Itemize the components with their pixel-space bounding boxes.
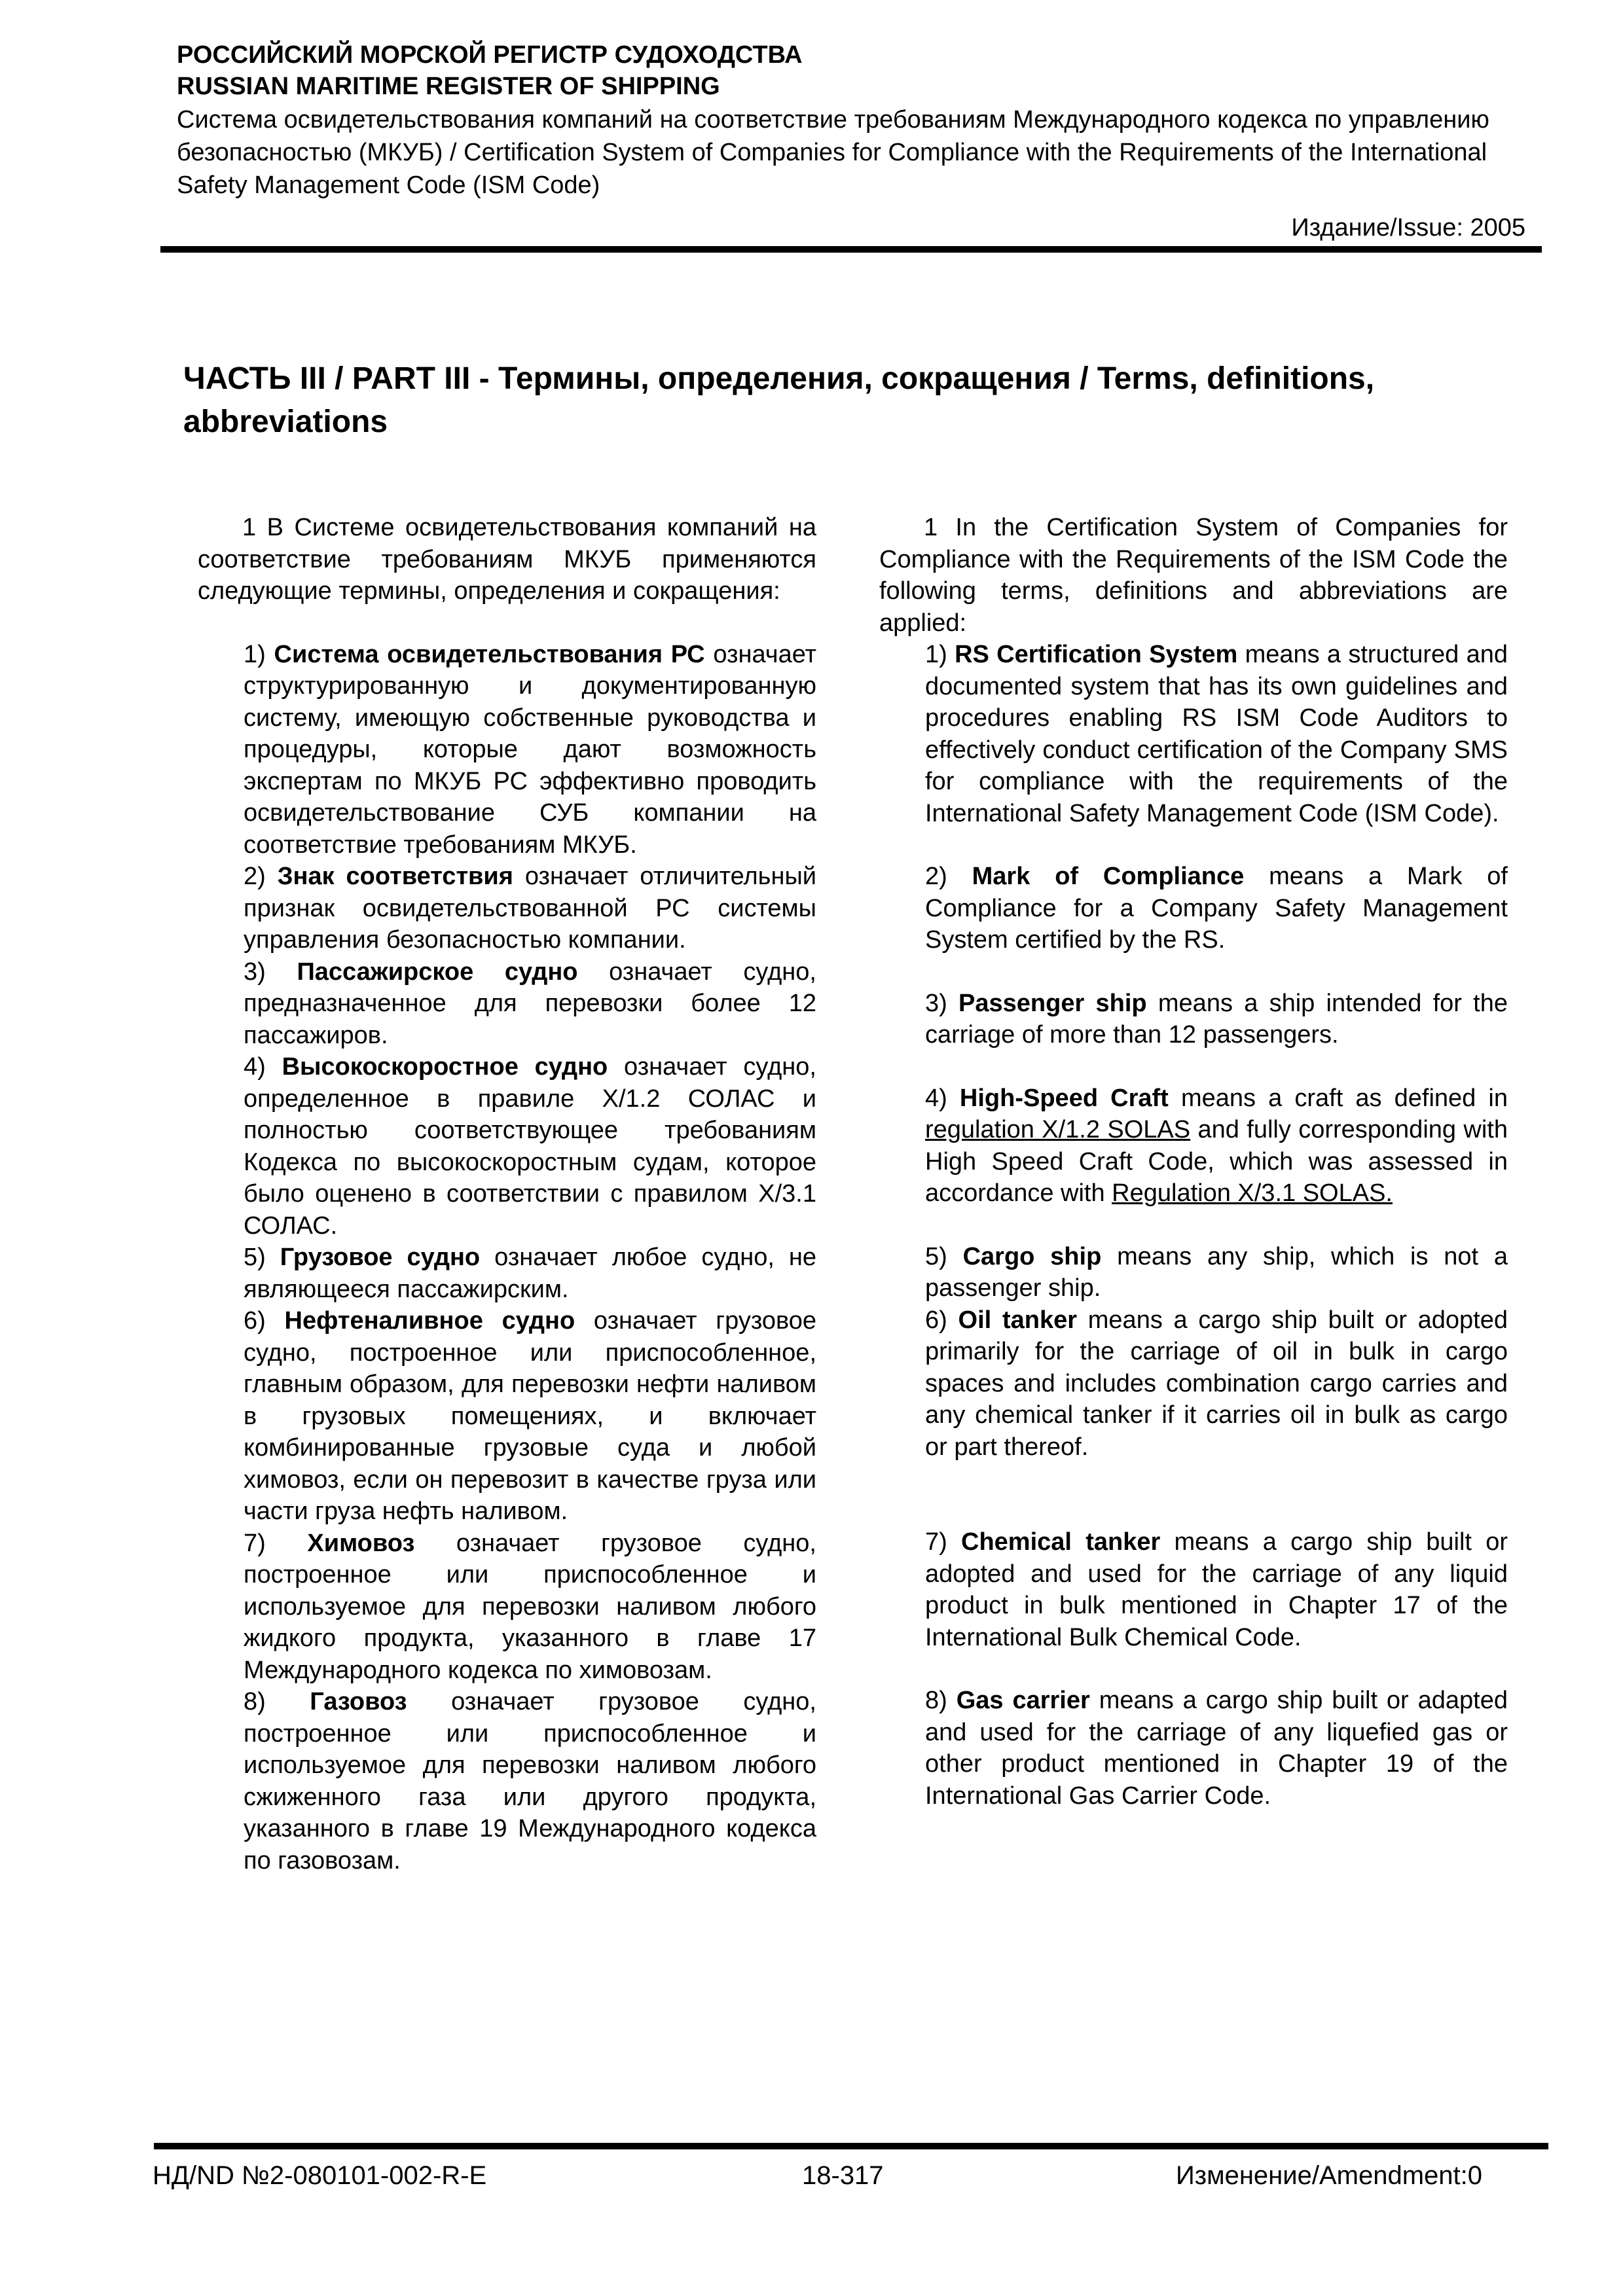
en-term-8: Gas carrier [956, 1687, 1090, 1714]
en-num-5: 5) [925, 1242, 947, 1270]
ru-term-6: Нефтеналивное судно [284, 1307, 575, 1335]
ru-term-2: Знак соответствия [277, 863, 513, 890]
ru-definition-8 [198, 1686, 816, 1876]
ru-definition-1 [198, 639, 816, 861]
ru-text-6: означает грузовое судно, построенное или приспособленное, главным образом, для перевозки нефти наливом в грузовых помещениях, и включает комбинированные грузовые суда и любой химовоз, если он перевозит в качестве груза или части груза нефть наливом. [244, 1307, 816, 1525]
english-column [879, 512, 1508, 1812]
ru-term-1: Система освидетельствования РС [274, 640, 705, 668]
ru-num-8: 8) [244, 1688, 266, 1715]
en-term-5: Cargo ship [962, 1242, 1102, 1270]
ru-term-4: Высокоскоростное судно [282, 1053, 608, 1081]
ru-text-1: означает структурированную и документированную систему, имеющую собственные руководства и процедуры, которые дают возможность экспертам по МКУБ РС эффективно проводить освидетельствование СУБ компании на соответствие требованиям МКУБ. [244, 640, 816, 859]
russian-column [198, 512, 816, 1876]
ru-num-5: 5) [244, 1244, 266, 1271]
en-definition-5 [879, 1241, 1508, 1304]
ru-num-4: 4) [244, 1053, 266, 1081]
en-definition-8 [879, 1685, 1508, 1812]
ru-text-8: означает грузовое судно, построенное или приспособленное и используемое для перевозки наливом любого сжиженного газа или другого продукта, указанного в главе 19 Международного кодекса по газовозам. [244, 1688, 816, 1874]
en-intro: 1 In the Certification System of Companies for Compliance with the Requirements of the ISM Code the following terms, definitions and abbreviations are applied: [879, 514, 1508, 637]
ru-num-1: 1) [244, 640, 266, 668]
ru-text-5: означает любое судно, не являющееся пассажирским. [244, 1244, 817, 1303]
ru-term-5: Грузовое судно [280, 1244, 481, 1271]
en-definition-4 [879, 1083, 1508, 1210]
header-system-title: Система освидетельствования компаний на соответствие требованиям Международного кодекса по управлению безопасностью (МКУБ) / Certification System of Companies for Compliance with the Requirements of the International Safety Management Code (ISM Code) [177, 106, 1489, 199]
en-num-6: 6) [925, 1306, 947, 1334]
ru-num-3: 3) [244, 958, 266, 986]
en-num-2: 2) [925, 863, 947, 890]
ru-definition-5 [198, 1242, 816, 1305]
header-rule [160, 246, 1542, 253]
page-header [177, 39, 1525, 243]
ru-term-3: Пассажирское судно [297, 958, 578, 986]
ru-text-4: означает судно, определенное в правиле X/1.2 СОЛАС и полностью соответствующее требованиям Кодекса по высокоскоростным судам, которое было оценено в соответствии с правилом X/3.1 СОЛАС. [244, 1053, 816, 1240]
en-term-1: RS Certification System [955, 641, 1238, 668]
ru-definition-6 [198, 1305, 816, 1528]
ru-text-2: означает отличительный признак освидетельствованной РС системы управления безопасностью компании. [244, 863, 816, 954]
footer-page-number: 18-317 [802, 2161, 884, 2190]
header-org-ru: РОССИЙСКИЙ МОРСКОЙ РЕГИСТР СУДОХОДСТВА [177, 41, 803, 69]
ru-definition-7 [198, 1528, 816, 1687]
ru-definition-4 [198, 1051, 816, 1242]
en-num-4: 4) [925, 1084, 947, 1112]
ru-definition-2 [198, 861, 816, 956]
en-num-8: 8) [925, 1687, 947, 1714]
header-org-en: RUSSIAN MARITIME REGISTER OF SHIPPING [177, 73, 720, 100]
en-definition-7 [879, 1526, 1508, 1653]
en-text-2: means a Mark of Compliance for a Company Safety Management System certified by the RS. [925, 863, 1508, 954]
ru-num-2: 2) [244, 863, 266, 890]
ru-definition-3 [198, 956, 816, 1052]
en-text-3: means a ship intended for the carriage of more than 12 passengers. [925, 989, 1508, 1049]
solas-x-3-1-link[interactable]: Regulation X/3.1 SOLAS. [1112, 1179, 1393, 1207]
ru-intro: 1 В Системе освидетельствования компаний на соответствие требованиям МКУБ применяются следующие термины, определения и сокращения: [198, 514, 816, 605]
en-text-8: means a cargo ship built or adapted and used for the carriage of any liquefied gas or other product mentioned in Chapter 19 of the International Gas Carrier Code. [925, 1687, 1508, 1810]
part-title: ЧАСТЬ III / PART III - Термины, определения, сокращения / Terms, definitions, abbreviations [183, 361, 1375, 439]
en-text-4a: means a craft as defined in [1180, 1084, 1508, 1112]
en-term-7: Chemical tanker [961, 1528, 1161, 1556]
header-issue: Издание/Issue: 2005 [1291, 214, 1525, 242]
en-text-5: means any ship, which is not a passenger ship. [925, 1242, 1508, 1302]
footer-rule [154, 2143, 1548, 2149]
en-definition-6 [879, 1304, 1508, 1463]
en-text-1: means a structured and documented system that has its own guidelines and procedures enabling RS ISM Code Auditors to effectively conduct certification of the Company SMS for compliance with the requirements of the International Safety Management Code (ISM Code). [925, 641, 1508, 827]
footer-amendment: Изменение/Amendment:0 [1176, 2161, 1482, 2190]
en-definition-2 [879, 861, 1508, 956]
en-num-3: 3) [925, 989, 947, 1017]
en-text-6: means a cargo ship built or adopted primarily for the carriage of oil in bulk in cargo spaces and includes combination cargo carries and any chemical tanker if it carries oil in bulk as cargo or part thereof. [925, 1306, 1508, 1461]
en-text-7: means a cargo ship built or adopted and used for the carriage of any liquid product in bulk mentioned in Chapter 17 of the International Bulk Chemical Code. [925, 1528, 1508, 1651]
footer-doc-number: НД/ND №2-080101-002-R-E [153, 2161, 487, 2190]
en-term-6: Oil tanker [958, 1306, 1078, 1334]
ru-num-7: 7) [244, 1529, 266, 1557]
en-term-3: Passenger ship [958, 989, 1147, 1017]
solas-x-1-2-link[interactable]: regulation X/1.2 SOLAS [925, 1116, 1191, 1143]
en-term-2: Mark of Compliance [972, 863, 1245, 890]
en-definition-3 [879, 988, 1508, 1051]
ru-term-8: Газовоз [310, 1688, 407, 1715]
ru-text-7: означает грузовое судно, построенное или приспособленное и используемое для перевозки наливом любого жидкого продукта, указанного в главе 17 Международного кодекса по химовозам. [244, 1529, 816, 1684]
ru-num-6: 6) [244, 1307, 266, 1335]
en-text-4b: and fully corresponding with High Speed Craft Code, which was assessed in accordance with [925, 1116, 1508, 1207]
en-term-4: High-Speed Craft [959, 1084, 1169, 1112]
en-num-7: 7) [925, 1528, 947, 1556]
en-definition-1 [879, 639, 1508, 829]
ru-term-7: Химовоз [307, 1529, 415, 1557]
en-num-1: 1) [925, 641, 947, 668]
ru-text-3: означает судно, предназначенное для перевозки более 12 пассажиров. [244, 958, 816, 1049]
